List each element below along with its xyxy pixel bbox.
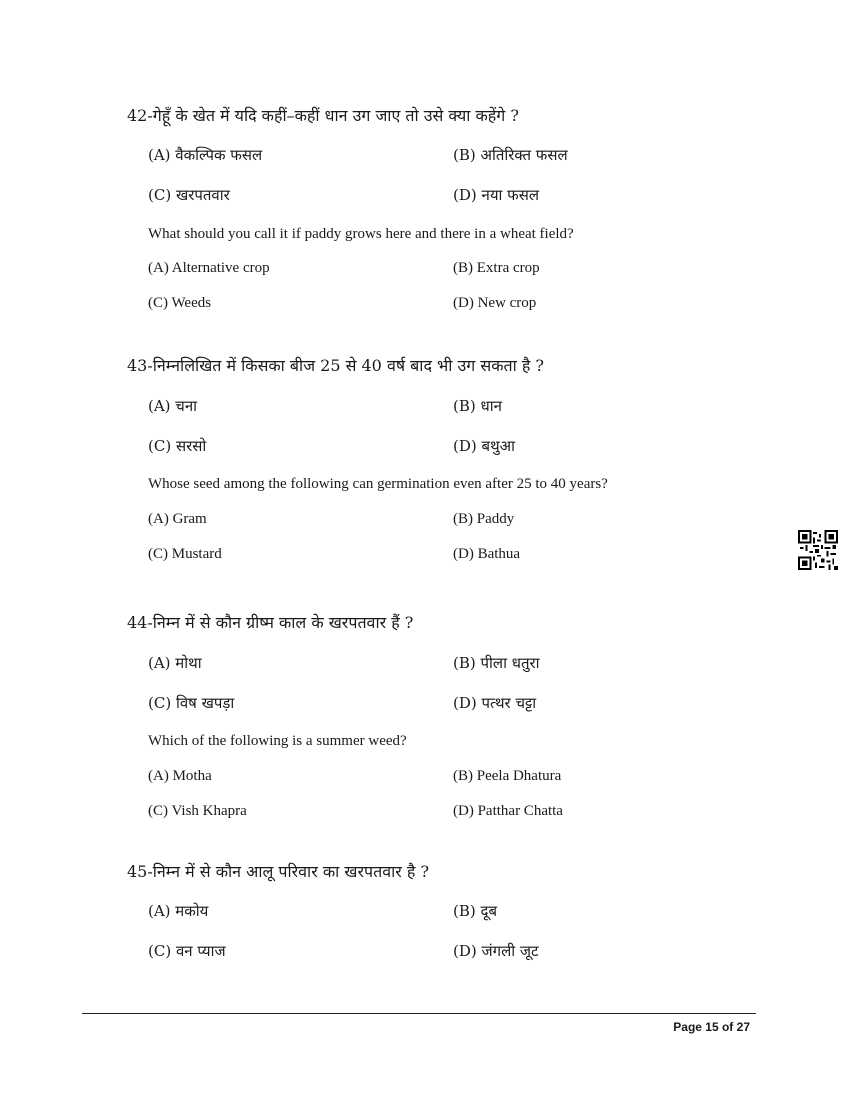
- q42-en-option-a: (A) Alternative crop: [148, 260, 270, 276]
- q45-hi-option-d: (D) जंगली जूट: [453, 942, 539, 960]
- q44-hi-option-a: (A) मोथा: [148, 654, 202, 672]
- q42-en-option-d: (D) New crop: [453, 295, 537, 311]
- q43-en-option-a: (A) Gram: [148, 511, 207, 527]
- q43-en-option-d: (D) Bathua: [453, 546, 521, 562]
- qr-code-icon: [798, 530, 838, 570]
- q45-hi-option-c: (C) वन प्याज: [148, 942, 226, 960]
- question-42-hindi: 42-गेहूँ के खेत में यदि कहीं–कहीं धान उग जाए तो उसे क्या कहेंगे ?: [127, 106, 519, 125]
- q45-hi-option-a: (A) मकोय: [148, 902, 209, 920]
- q45-hi-option-b: (B) दूब: [453, 902, 498, 920]
- q42-en-option-c: (C) Weeds: [148, 295, 212, 311]
- question-44-hindi: 44-निम्न में से कौन ग्रीष्म काल के खरपतवार हैं ?: [127, 613, 414, 632]
- q42-hi-option-d: (D) नया फसल: [453, 186, 540, 204]
- q42-hi-option-a: (A) वैकल्पिक फसल: [148, 146, 263, 164]
- question-43-english: Whose seed among the following can germination even after 25 to 40 years?: [148, 476, 608, 492]
- q44-en-option-b: (B) Peela Dhatura: [453, 768, 562, 784]
- question-45-hindi: 45-निम्न में से कौन आलू परिवार का खरपतवार है ?: [127, 862, 430, 881]
- q44-en-option-a: (A) Motha: [148, 768, 212, 784]
- q43-hi-option-b: (B) धान: [453, 397, 502, 415]
- q43-hi-option-c: (C) सरसो: [148, 437, 207, 455]
- q44-hi-option-d: (D) पत्थर चट्टा: [453, 694, 537, 712]
- question-43-hindi: 43-निम्नलिखित में किसका बीज 25 से 40 वर्ष बाद भी उग सकता है ?: [127, 356, 544, 375]
- q44-hi-option-c: (C) विष खपड़ा: [148, 694, 235, 712]
- question-42-english: What should you call it if paddy grows here and there in a wheat field?: [148, 226, 574, 242]
- q43-en-option-b: (B) Paddy: [453, 511, 515, 527]
- q42-en-option-b: (B) Extra crop: [453, 260, 540, 276]
- footer-divider: [82, 1013, 756, 1014]
- q43-en-option-c: (C) Mustard: [148, 546, 222, 562]
- q44-hi-option-b: (B) पीला धतुरा: [453, 654, 540, 672]
- q42-hi-option-c: (C) खरपतवार: [148, 186, 230, 204]
- q43-hi-option-a: (A) चना: [148, 397, 198, 415]
- q44-en-option-c: (C) Vish Khapra: [148, 803, 247, 819]
- page-number: Page 15 of 27: [673, 1020, 750, 1034]
- q43-hi-option-d: (D) बथुआ: [453, 437, 515, 455]
- q44-en-option-d: (D) Patthar Chatta: [453, 803, 563, 819]
- q42-hi-option-b: (B) अतिरिक्त फसल: [453, 146, 568, 164]
- question-44-english: Which of the following is a summer weed?: [148, 733, 407, 749]
